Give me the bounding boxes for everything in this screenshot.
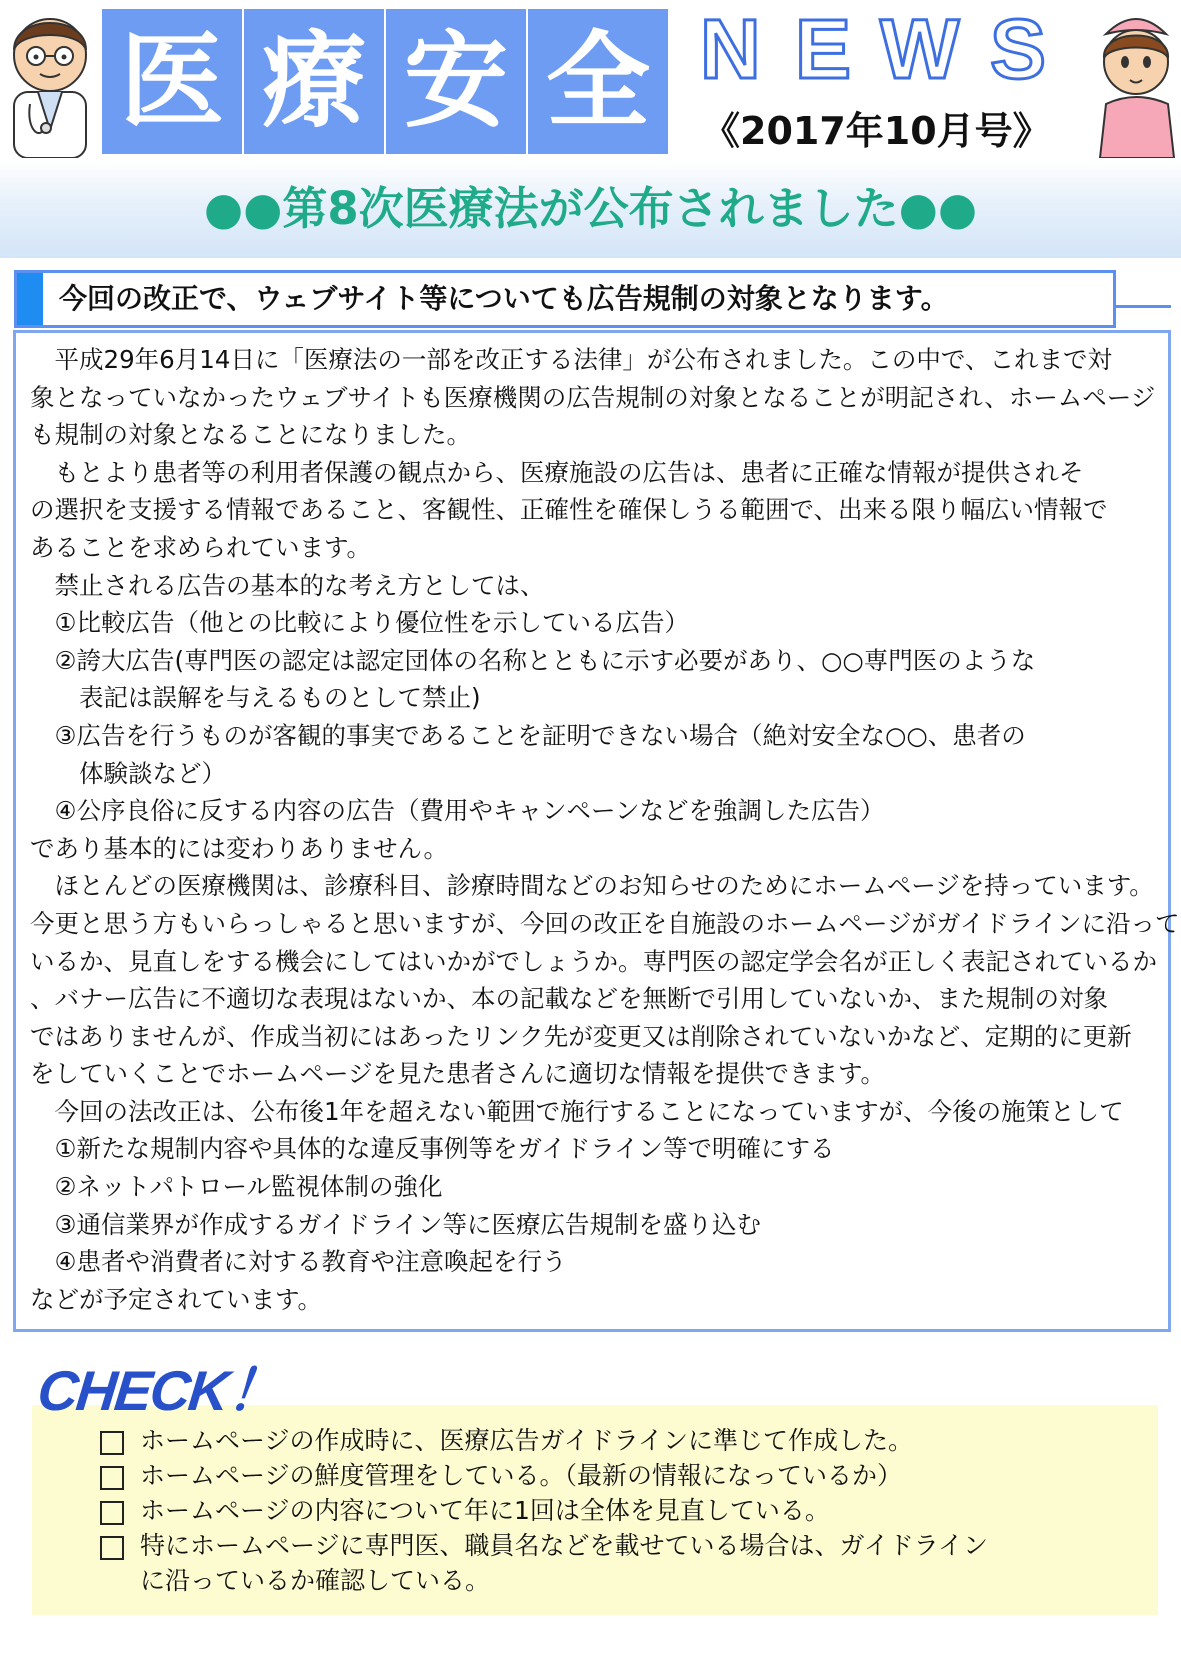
body-line: もとより患者等の利用者保護の観点から、医療施設の広告は、患者に正確な情報が提供されそ <box>30 457 1084 487</box>
check-title: CHECK！ <box>34 1359 285 1422</box>
headline: ●●第8次医療法が公布されました●● <box>203 182 978 235</box>
nurse-illustration <box>1092 0 1181 158</box>
body-line: の選択を支援する情報であること、客観性、正確性を確保しうる範囲で、出来る限り幅広い情報で <box>30 495 1108 525</box>
checklist-item-continuation: に沿っているか確認している。 <box>140 1566 491 1595</box>
headline-banner <box>0 160 1181 258</box>
subtitle-accent <box>17 273 43 325</box>
article-body <box>13 330 1180 1332</box>
subtitle-divider <box>1116 305 1171 308</box>
news-letter-w: W <box>880 2 960 96</box>
body-line: 今更と思う方もいらっしゃると思いますが、今回の改正を自施設のホームページがガイドラインに沿って <box>30 908 1180 938</box>
body-line: をしていくことでホームページを見た患者さんに適切な情報を提供できます。 <box>30 1059 886 1089</box>
body-line: 平成29年6月14日に「医療法の一部を改正する法律」が公布されました。この中で、これまで対 <box>30 345 1112 374</box>
checklist <box>68 1423 1148 1598</box>
body-line: ①比較広告（他との比較により優位性を示している広告） <box>30 608 689 638</box>
checkbox-icon[interactable] <box>100 1501 124 1525</box>
checklist-item <box>68 1493 1148 1528</box>
checklist-item-text: ホームページの内容について年に1回は全体を見直している。 <box>140 1496 830 1525</box>
body-line: 体験談など） <box>30 758 226 788</box>
news-wordmark <box>700 2 1085 96</box>
checklist-item-text: 特にホームページに専門医、職員名などを載せている場合は、ガイドライン <box>140 1531 989 1560</box>
body-line: も規制の対象となることになりました。 <box>30 420 471 450</box>
subtitle-bar <box>14 270 1116 328</box>
body-line: ③通信業界が作成するガイドライン等に医療広告規制を盛り込む <box>30 1209 761 1239</box>
body-line: ほとんどの医療機関は、診療科目、診療時間などのお知らせのためにホームページを持っています。 <box>30 871 1154 901</box>
body-line: 象となっていなかったウェブサイトも医療機関の広告規制の対象となることが明記され、ホームページ <box>30 382 1156 412</box>
news-letter-e: E <box>795 2 852 96</box>
doctor-illustration <box>0 0 100 158</box>
checklist-item-text: ホームページの鮮度管理をしている。（最新の情報になっているか） <box>140 1461 903 1490</box>
news-letter-n: N <box>700 2 761 96</box>
body-line: ②ネットパトロール監視体制の強化 <box>30 1172 443 1202</box>
checkbox-icon[interactable] <box>100 1466 124 1490</box>
article-text <box>30 341 1180 1318</box>
title-char-2: 療 <box>244 9 384 154</box>
body-line: などが予定されています。 <box>30 1284 323 1314</box>
body-line: ②誇大広告(専門医の認定は認定団体の名称とともに示す必要があり、○○専門医のような <box>30 645 1036 675</box>
body-line: ④患者や消費者に対する教育や注意喚起を行う <box>30 1247 567 1277</box>
title-char-4: 全 <box>528 9 668 154</box>
news-letter-s: S <box>990 2 1047 96</box>
checklist-box <box>32 1405 1158 1615</box>
body-line: あることを求められています。 <box>30 532 372 562</box>
checklist-item-text: ホームページの作成時に、医療広告ガイドラインに準じて作成した。 <box>140 1426 914 1455</box>
subtitle: 今回の改正で、ウェブサイト等についても広告規制の対象となります。 <box>59 282 949 315</box>
checkbox-icon[interactable] <box>100 1431 124 1455</box>
header <box>0 0 1181 160</box>
body-line: いるか、見直しをする機会にしてはいかがでしょうか。専門医の認定学会名が正しく表記されているか <box>30 946 1157 976</box>
body-line: であり基本的には変わりありません。 <box>30 833 448 863</box>
title-char-1: 医 <box>102 9 242 154</box>
body-line: ③広告を行うものが客観的事実であることを証明できない場合（絶対安全な○○、患者の <box>30 720 1026 750</box>
body-line: ④公序良俗に反する内容の広告（費用やキャンペーンなどを強調した広告） <box>30 796 885 826</box>
issue-date: 《2017年10月号》 <box>702 109 1051 153</box>
checklist-item <box>68 1528 1148 1563</box>
body-line: ではありませんが、作成当初にはあったリンク先が変更又は削除されていないかなど、定期的に更新 <box>30 1021 1132 1051</box>
checklist-item <box>68 1423 1148 1458</box>
body-line: 今回の法改正は、公布後1年を超えない範囲で施行することになっていますが、今後の施策として <box>30 1096 1124 1126</box>
body-line: 禁止される広告の基本的な考え方としては、 <box>30 570 545 600</box>
title-char-3: 安 <box>386 9 526 154</box>
body-line: ①新たな規制内容や具体的な違反事例等をガイドライン等で明確にする <box>30 1134 835 1164</box>
body-line: 、バナー広告に不適切な表現はないか、本の記載などを無断で引用していないか、また規制の対象 <box>30 984 1108 1014</box>
body-line: 表記は誤解を与えるものとして禁止) <box>30 683 481 713</box>
checkbox-icon[interactable] <box>100 1536 124 1560</box>
checklist-item <box>68 1458 1148 1493</box>
